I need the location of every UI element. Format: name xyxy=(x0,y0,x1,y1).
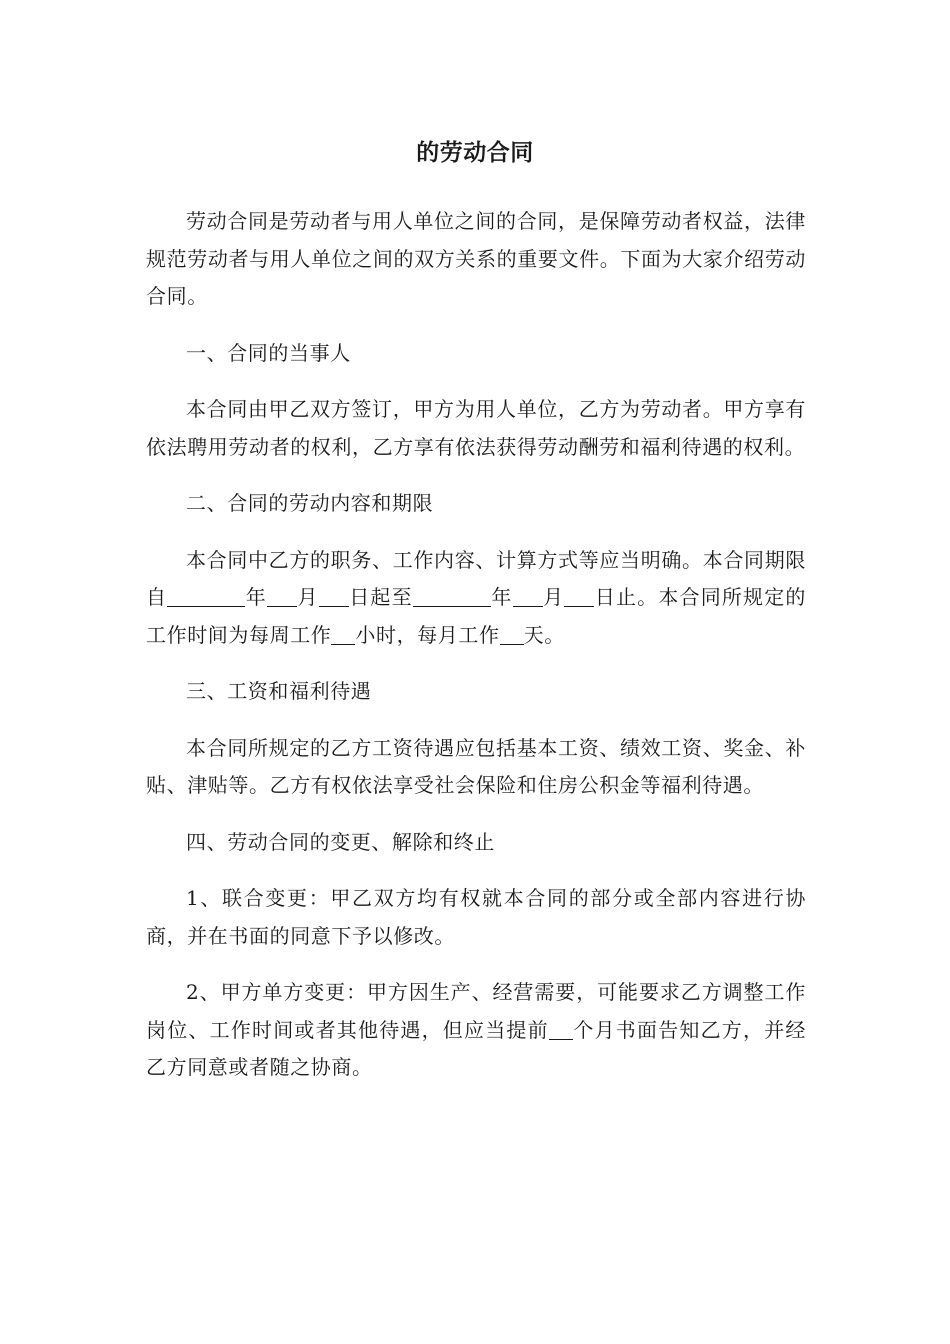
notice-months-blank[interactable] xyxy=(549,1019,573,1040)
end-day-blank[interactable] xyxy=(564,586,594,607)
hours-label: 小时，每月工作 xyxy=(355,622,500,647)
document-title: 的劳动合同 xyxy=(416,140,534,166)
section-1-paragraph: 本合同由甲乙双方签订，甲方为用人单位，乙方为劳动者。甲方享有依法聘用劳动者的权利，乙方享有依法获得劳动酬劳和福利待遇的权利。 xyxy=(146,397,806,459)
section-4-item-2 xyxy=(146,974,806,1087)
day-to-label: 日止。本合同所规定的工作时间为每周工作 xyxy=(146,585,806,647)
end-year-blank[interactable] xyxy=(413,586,491,607)
days-label: 天。 xyxy=(523,622,565,647)
year-label: 年 xyxy=(245,585,267,609)
day-from-label: 日起至 xyxy=(348,585,413,609)
section-2-paragraph xyxy=(146,542,806,655)
section-4-item-1: 1、联合变更：甲乙双方均有权就本合同的部分或全部内容进行协商，并在书面的同意下予以修改。 xyxy=(146,886,806,948)
month-label-2: 月 xyxy=(542,585,565,609)
section-2-heading: 二、合同的劳动内容和期限 xyxy=(186,491,434,515)
section-1-heading: 一、合同的当事人 xyxy=(186,340,351,365)
item-2-text-start: 2、甲方单方变更：甲方因生产、经营需要，可能要求乙方调整工作岗位、工作时间或者其他待遇，但应当提前 xyxy=(146,980,806,1042)
start-day-blank[interactable] xyxy=(319,586,349,607)
monthly-days-blank[interactable] xyxy=(500,624,524,645)
start-month-blank[interactable] xyxy=(267,586,297,607)
month-label: 月 xyxy=(296,585,319,609)
item-2-text-end: 个月书面告知乙方，并经乙方同意或者随之协商。 xyxy=(146,1017,806,1079)
section-4-heading: 四、劳动合同的变更、解除和终止 xyxy=(186,829,495,854)
document-body xyxy=(146,203,806,1106)
term-text-start: 本合同中乙方的职务、工作内容、计算方式等应当明确。本合同期限自 xyxy=(146,547,806,609)
intro-paragraph: 劳动合同是劳动者与用人单位之间的合同，是保障劳动者权益，法律规范劳动者与用人单位之间的双方关系的重要文件。下面为大家介绍劳动合同。 xyxy=(146,209,806,308)
start-year-blank[interactable] xyxy=(167,586,245,607)
end-month-blank[interactable] xyxy=(513,586,543,607)
year-label-2: 年 xyxy=(490,585,513,609)
section-3-paragraph: 本合同所规定的乙方工资待遇应包括基本工资、绩效工资、奖金、补贴、津贴等。乙方有权依法享受社会保险和住房公积金等福利待遇。 xyxy=(146,735,806,797)
section-3-heading: 三、工资和福利待遇 xyxy=(186,679,372,703)
weekly-hours-blank[interactable] xyxy=(331,624,355,645)
